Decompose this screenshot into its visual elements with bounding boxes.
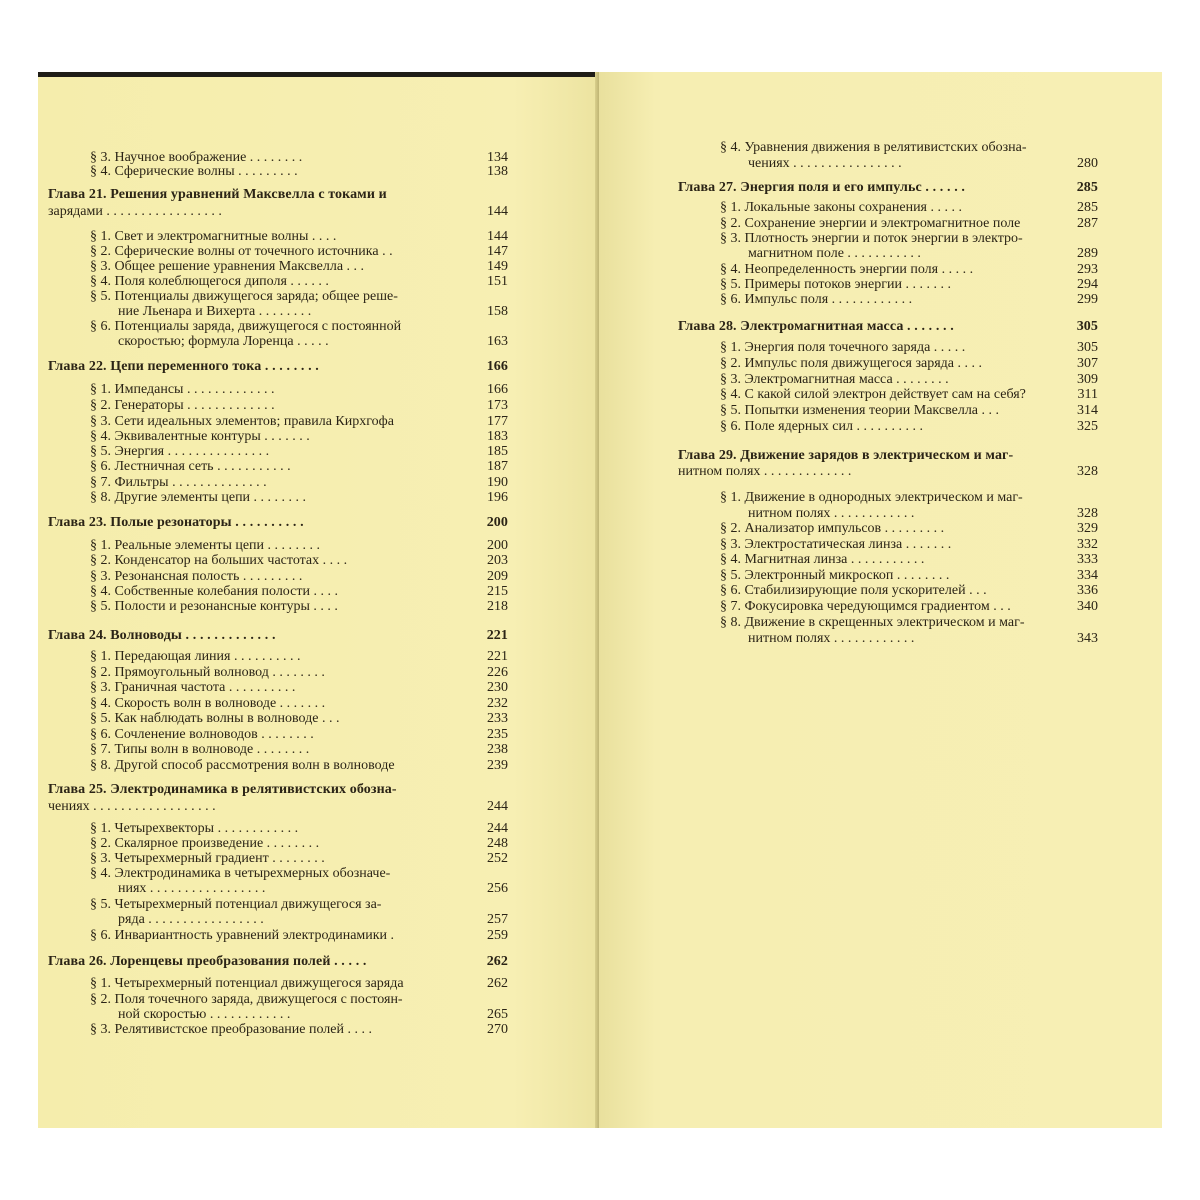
entry-title: Глава 21. Решения уравнений Максвелла с токами и	[48, 187, 387, 202]
toc-entry	[678, 506, 1098, 522]
entry-title: § 1. Четырехвекторы . . . . . . . . . . . .	[90, 821, 299, 836]
entry-title: § 1. Локальные законы сохранения . . . . .	[720, 200, 962, 215]
entry-title: § 3. Электростатическая линза . . . . . . .	[720, 537, 952, 552]
page-number: 280	[1077, 156, 1098, 171]
page-number: 233	[487, 711, 508, 726]
page-number: 232	[487, 696, 508, 711]
page-number: 340	[1077, 599, 1098, 614]
toc-entry	[48, 976, 508, 992]
toc-entry	[48, 665, 508, 681]
page-number: 215	[487, 584, 508, 599]
toc-entry	[48, 304, 508, 320]
entry-title: § 4. Поля колеблющегося диполя . . . . . .	[90, 274, 329, 289]
chapter-heading	[48, 799, 508, 815]
page-number: 262	[487, 976, 508, 991]
page-number: 151	[487, 274, 508, 289]
page-number: 190	[487, 475, 508, 490]
entry-title: § 6. Лестничная сеть . . . . . . . . . . .	[90, 459, 291, 474]
page-number: 158	[487, 304, 508, 319]
page-number: 239	[487, 758, 508, 773]
page-number: 305	[1077, 340, 1098, 355]
page-number: 226	[487, 665, 508, 680]
entry-title: нитном полях . . . . . . . . . . . .	[748, 506, 915, 521]
entry-title: § 8. Другие элементы цепи . . . . . . . .	[90, 490, 307, 505]
chapter-heading	[48, 204, 508, 220]
toc-entry	[48, 414, 508, 430]
entry-title: Глава 27. Энергия поля и его импульс . . . . . .	[678, 180, 965, 195]
toc-entry	[48, 821, 508, 837]
entry-title: Глава 26. Лоренцевы преобразования полей . . . . .	[48, 954, 367, 969]
page-number: 252	[487, 851, 508, 866]
entry-title: чениях . . . . . . . . . . . . . . . . . .	[48, 799, 216, 814]
entry-title: § 4. С какой силой электрон действует сам на себя?	[720, 387, 1026, 402]
toc-entry	[48, 459, 508, 475]
toc-entry	[678, 599, 1098, 615]
page-number: 328	[1077, 464, 1098, 479]
entry-title: § 2. Скалярное произведение . . . . . . . .	[90, 836, 320, 851]
toc-entry	[678, 372, 1098, 388]
chapter-heading	[678, 180, 1098, 196]
page-number: 144	[487, 229, 508, 244]
toc-entry	[48, 851, 508, 867]
toc-entry	[678, 246, 1098, 262]
toc-entry	[48, 553, 508, 569]
toc-entry	[48, 538, 508, 554]
entry-title: § 4. Сферические волны . . . . . . . . .	[90, 164, 298, 179]
page-number: 270	[487, 1022, 508, 1037]
entry-title: § 5. Энергия . . . . . . . . . . . . . . .	[90, 444, 270, 459]
entry-title: § 6. Стабилизирующие поля ускорителей . . .	[720, 583, 987, 598]
toc-entry	[678, 140, 1098, 156]
page-number: 200	[486, 515, 508, 530]
entry-title: Глава 23. Полые резонаторы . . . . . . . . . .	[48, 515, 304, 530]
page-number: 134	[487, 150, 508, 165]
entry-title: § 7. Фокусировка чередующимся градиентом . . .	[720, 599, 1011, 614]
page-number: 325	[1077, 419, 1098, 434]
page-number: 173	[487, 398, 508, 413]
entry-title: ние Льенара и Вихерта . . . . . . . .	[118, 304, 312, 319]
toc-entry	[48, 289, 508, 305]
entry-title: § 3. Релятивистское преобразование полей . . . .	[90, 1022, 372, 1037]
toc-entry	[48, 599, 508, 615]
toc-entry	[48, 584, 508, 600]
entry-title: § 4. Магнитная линза . . . . . . . . . . .	[720, 552, 925, 567]
page-number: 259	[487, 928, 508, 943]
toc-entry	[48, 866, 508, 882]
page-number: 336	[1077, 583, 1098, 598]
page-number: 334	[1077, 568, 1098, 583]
entry-title: § 4. Неопределенность энергии поля . . . . .	[720, 262, 974, 277]
chapter-heading	[48, 187, 508, 203]
toc-entry	[48, 319, 508, 335]
toc-entry	[48, 334, 508, 350]
page-number: 285	[1076, 180, 1098, 195]
entry-title: § 2. Генераторы . . . . . . . . . . . . .	[90, 398, 275, 413]
page-number: 328	[1077, 506, 1098, 521]
entry-title: § 3. Резонансная полость . . . . . . . . .	[90, 569, 303, 584]
entry-title: § 3. Граничная частота . . . . . . . . . .	[90, 680, 296, 695]
chapter-heading	[678, 448, 1098, 464]
page-number: 299	[1077, 292, 1098, 307]
toc-entry	[678, 231, 1098, 247]
page-number: 221	[487, 649, 508, 664]
page-number: 166	[487, 382, 508, 397]
page-number: 289	[1077, 246, 1098, 261]
page-number: 329	[1077, 521, 1098, 536]
entry-title: § 7. Фильтры . . . . . . . . . . . . . .	[90, 475, 267, 490]
toc-entry	[678, 552, 1098, 568]
toc-entry	[48, 244, 508, 260]
page-number: 287	[1077, 216, 1098, 231]
toc-entry	[48, 680, 508, 696]
entry-title: § 1. Движение в однородных электрическом и маг-	[720, 490, 1023, 505]
entry-title: § 1. Энергия поля точечного заряда . . . . .	[720, 340, 966, 355]
entry-title: § 5. Полости и резонансные контуры . . . .	[90, 599, 338, 614]
toc-entry	[48, 727, 508, 743]
page-number: 293	[1077, 262, 1098, 277]
page-number: 305	[1076, 319, 1098, 334]
entry-title: § 1. Реальные элементы цепи . . . . . . . .	[90, 538, 321, 553]
toc-entry	[48, 1007, 508, 1023]
page-number: 187	[487, 459, 508, 474]
chapter-heading	[48, 515, 508, 531]
entry-title: § 6. Импульс поля . . . . . . . . . . . .	[720, 292, 913, 307]
page-edge-shadow	[38, 72, 598, 77]
entry-title: § 6. Сочленение волноводов . . . . . . . .	[90, 727, 314, 742]
entry-title: § 3. Электромагнитная масса . . . . . . . .	[720, 372, 949, 387]
entry-title: § 5. Примеры потоков энергии . . . . . . .	[720, 277, 951, 292]
entry-title: § 1. Свет и электромагнитные волны . . . .	[90, 229, 337, 244]
toc-entry	[678, 292, 1098, 308]
entry-title: ряда . . . . . . . . . . . . . . . . .	[118, 912, 264, 927]
page-number: 163	[487, 334, 508, 349]
toc-entry	[48, 711, 508, 727]
page-number: 248	[487, 836, 508, 851]
page-number: 343	[1077, 631, 1098, 646]
toc-entry	[678, 156, 1098, 172]
page-number: 238	[487, 742, 508, 757]
page-number: 183	[487, 429, 508, 444]
entry-title: § 5. Потенциалы движущегося заряда; общее реше-	[90, 289, 398, 304]
page-number: 185	[487, 444, 508, 459]
entry-title: чениях . . . . . . . . . . . . . . . .	[748, 156, 902, 171]
toc-entry	[678, 262, 1098, 278]
entry-title: Глава 29. Движение зарядов в электрическом и маг-	[678, 448, 1014, 463]
page-number: 209	[487, 569, 508, 584]
entry-title: § 3. Четырехмерный градиент . . . . . . . .	[90, 851, 325, 866]
page-number: 256	[487, 881, 508, 896]
page-number: 294	[1077, 277, 1098, 292]
page-number: 230	[487, 680, 508, 695]
toc-entry	[48, 649, 508, 665]
entry-title: нитном полях . . . . . . . . . . . .	[748, 631, 915, 646]
toc-entry	[48, 912, 508, 928]
toc-entry	[678, 419, 1098, 435]
toc-entry	[48, 897, 508, 913]
entry-title: § 6. Поле ядерных сил . . . . . . . . . .	[720, 419, 923, 434]
toc-entry	[48, 992, 508, 1008]
toc-entry	[678, 631, 1098, 647]
entry-title: § 5. Электронный микроскоп . . . . . . . .	[720, 568, 950, 583]
page-number: 333	[1077, 552, 1098, 567]
page-number: 257	[487, 912, 508, 927]
entry-title: § 2. Импульс поля движущегося заряда . . . .	[720, 356, 982, 371]
toc-entry	[48, 164, 508, 180]
entry-title: § 4. Скорость волн в волноводе . . . . . . .	[90, 696, 326, 711]
entry-title: ниях . . . . . . . . . . . . . . . . .	[118, 881, 266, 896]
toc-entry	[678, 521, 1098, 537]
entry-title: § 8. Другой способ рассмотрения волн в волноводе	[90, 758, 395, 773]
page-number: 203	[487, 553, 508, 568]
toc-entry	[48, 490, 508, 506]
entry-title: § 2. Конденсатор на больших частотах . . . .	[90, 553, 348, 568]
toc-entry	[678, 490, 1098, 506]
chapter-heading	[678, 319, 1098, 335]
chapter-heading	[48, 954, 508, 970]
page-number: 166	[486, 359, 508, 374]
entry-title: § 3. Общее решение уравнения Максвелла . . .	[90, 259, 365, 274]
page-number: 144	[487, 204, 508, 219]
toc-entry	[48, 758, 508, 774]
page-number: 307	[1077, 356, 1098, 371]
page-number: 147	[487, 244, 508, 259]
toc-entry	[678, 568, 1098, 584]
page-number: 196	[487, 490, 508, 505]
entry-title: Глава 22. Цепи переменного тока . . . . . . . .	[48, 359, 319, 374]
entry-title: § 2. Сферические волны от точечного источника . .	[90, 244, 393, 259]
toc-entry	[678, 340, 1098, 356]
toc-entry	[48, 928, 508, 944]
toc-entry	[678, 583, 1098, 599]
entry-title: § 3. Плотность энергии и поток энергии в электро-	[720, 231, 1023, 246]
entry-title: § 2. Прямоугольный волновод . . . . . . . .	[90, 665, 325, 680]
entry-title: § 6. Инвариантность уравнений электродинамики .	[90, 928, 395, 943]
entry-title: Глава 25. Электродинамика в релятивистских обозна-	[48, 782, 397, 797]
page-number: 221	[486, 628, 508, 643]
page-number: 235	[487, 727, 508, 742]
entry-title: зарядами . . . . . . . . . . . . . . . . .	[48, 204, 222, 219]
toc-entry	[48, 881, 508, 897]
page-number: 138	[487, 164, 508, 179]
entry-title: § 5. Попытки изменения теории Максвелла . . .	[720, 403, 1000, 418]
entry-title: § 3. Сети идеальных элементов; правила Кирхгофа	[90, 414, 394, 429]
toc-entry	[48, 429, 508, 445]
entry-title: § 5. Как наблюдать волны в волноводе . . .	[90, 711, 340, 726]
page-number: 244	[487, 821, 508, 836]
chapter-heading	[48, 782, 508, 798]
toc-entry	[48, 1022, 508, 1038]
entry-title: магнитном поле . . . . . . . . . . .	[748, 246, 921, 261]
page-number: 149	[487, 259, 508, 274]
toc-entry	[678, 537, 1098, 553]
page-number: 262	[486, 954, 508, 969]
toc-entry	[48, 274, 508, 290]
book-spread	[38, 72, 1162, 1128]
toc-entry	[48, 569, 508, 585]
toc-entry	[48, 742, 508, 758]
entry-title: § 2. Сохранение энергии и электромагнитное поле	[720, 216, 1021, 231]
entry-title: § 2. Поля точечного заряда, движущегося с постоян-	[90, 992, 403, 1007]
entry-title: § 6. Потенциалы заряда, движущегося с постоянной	[90, 319, 402, 334]
page-number: 314	[1077, 403, 1098, 418]
page-number: 177	[487, 414, 508, 429]
entry-title: § 1. Четырехмерный потенциал движущегося заряда	[90, 976, 404, 991]
chapter-heading	[48, 628, 508, 644]
entry-title: § 1. Импедансы . . . . . . . . . . . . .	[90, 382, 275, 397]
entry-title: § 4. Эквивалентные контуры . . . . . . .	[90, 429, 310, 444]
toc-entry	[678, 403, 1098, 419]
page-number: 218	[487, 599, 508, 614]
toc-entry	[48, 696, 508, 712]
entry-title: Глава 28. Электромагнитная масса . . . . . . .	[678, 319, 954, 334]
chapter-heading	[678, 464, 1098, 480]
toc-entry	[678, 615, 1098, 631]
entry-title: § 3. Научное воображение . . . . . . . .	[90, 150, 303, 165]
page-number: 200	[487, 538, 508, 553]
entry-title: § 4. Собственные колебания полости . . . .	[90, 584, 338, 599]
toc-entry	[678, 200, 1098, 216]
entry-title: § 7. Типы волн в волноводе . . . . . . . .	[90, 742, 310, 757]
entry-title: § 4. Уравнения движения в релятивистских обозна-	[720, 140, 1027, 155]
page-number: 265	[487, 1007, 508, 1022]
chapter-heading	[48, 359, 508, 375]
page-number: 309	[1077, 372, 1098, 387]
toc-entry	[48, 444, 508, 460]
toc-entry	[48, 836, 508, 852]
page-number: 244	[487, 799, 508, 814]
toc-entry	[48, 382, 508, 398]
left-page	[38, 72, 598, 1128]
entry-title: § 2. Анализатор импульсов . . . . . . . . .	[720, 521, 945, 536]
entry-title: § 1. Передающая линия . . . . . . . . . .	[90, 649, 301, 664]
toc-entry	[678, 277, 1098, 293]
toc-entry	[678, 356, 1098, 372]
entry-title: Глава 24. Волноводы . . . . . . . . . . . . .	[48, 628, 276, 643]
entry-title: § 4. Электродинамика в четырехмерных обозначе-	[90, 866, 391, 881]
entry-title: нитном полях . . . . . . . . . . . . .	[678, 464, 852, 479]
entry-title: § 8. Движение в скрещенных электрическом и маг-	[720, 615, 1025, 630]
entry-title: § 5. Четырехмерный потенциал движущегося за-	[90, 897, 382, 912]
toc-entry	[678, 387, 1098, 403]
toc-entry	[48, 259, 508, 275]
entry-title: скоростью; формула Лоренца . . . . .	[118, 334, 329, 349]
page-number: 285	[1077, 200, 1098, 215]
page-number: 311	[1077, 387, 1098, 402]
toc-entry	[48, 398, 508, 414]
toc-entry	[678, 216, 1098, 232]
toc-entry	[48, 475, 508, 491]
page-number: 332	[1077, 537, 1098, 552]
toc-entry	[48, 229, 508, 245]
entry-title: ной скоростью . . . . . . . . . . . .	[118, 1007, 291, 1022]
